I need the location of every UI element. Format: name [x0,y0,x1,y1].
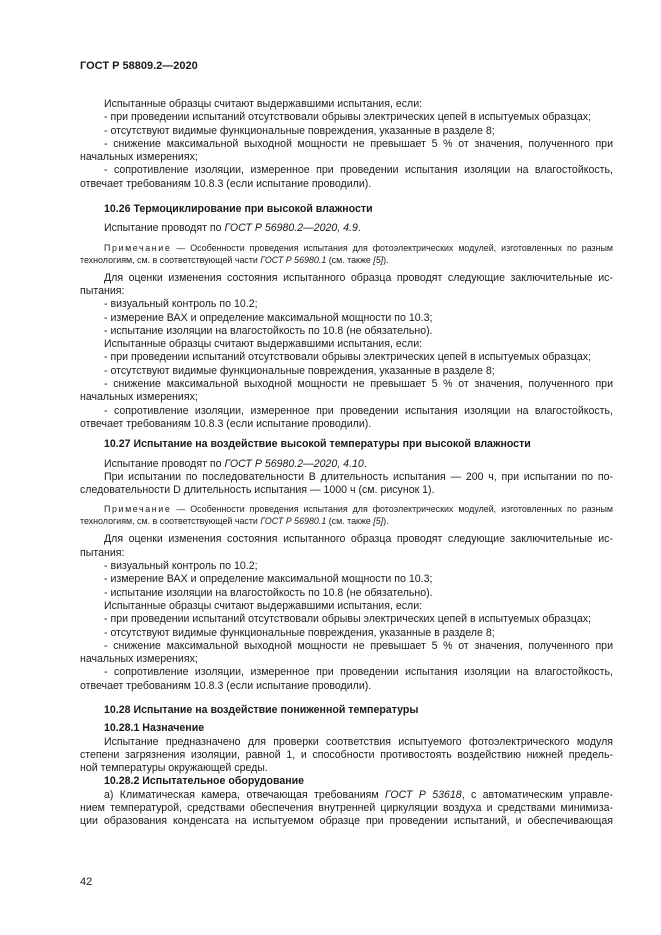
final-test-item: - испытание изоляции на влагостойкость по 10.8 (не обязательно). [104,586,433,599]
final-tests-intro-cont: пытания: [80,284,125,297]
purpose-text: Испытание предназначено для проверки соответствия испытуемого фотоэлектрического модуля [104,735,613,748]
note [80,242,613,266]
section-heading-10-26: 10.26 Термоциклирование при высокой влажности [104,203,373,216]
final-tests-intro-cont: пытания: [80,546,125,559]
final-test-item: - измерение ВАХ и определение максимальной мощности по 10.3; [104,573,433,586]
final-tests-intro: Для оценки изменения состояния испытанного образца проводят следующие заключительные ис- [104,533,613,546]
standard-reference: ГОСТ Р 56980.1 [260,254,327,265]
final-test-item: - измерение ВАХ и определение максимальной мощности по 10.3; [104,311,433,324]
note-label: Примечание [104,504,172,515]
standard-reference: ГОСТ Р 56980.2—2020, 4.9 [224,222,358,235]
equipment-item-a-cont: нием температурой, средствами обеспечения внутренней циркуляции воздуха и средствами минимиза- [80,802,613,815]
final-test-item: - визуальный контроль по 10.2; [104,298,258,311]
page-number: 42 [80,876,93,888]
criteria-intro: Испытанные образцы считают выдержавшими испытания, если: [104,599,423,612]
equipment-text: а) Климатическая камера, отвечающая требованиям [104,788,386,801]
standard-reference: ГОСТ Р 56980.1 [260,516,327,527]
equipment-item-a-cont: ции образования конденсата на испытуемом образце при проведении испытаний, и обеспечивающая [80,815,613,828]
criteria-intro: Испытанные образцы считают выдержавшими испытания, если: [104,338,423,351]
test-reference-text: Испытание проводят по [104,457,225,470]
note-text: ). [383,516,389,527]
note-label: Примечание [104,242,172,253]
equipment-item-a [80,789,613,802]
subsection-heading-10-28-1: 10.28.1 Назначение [104,722,205,735]
criteria-item: - при проведении испытаний отсутствовали обрывы электрических цепей в испытуемых образцах; [104,613,592,626]
criteria-item: - при проведении испытаний отсутствовали обрывы электрических цепей в испытуемых образцах; [104,351,592,364]
section-heading-10-27: 10.27 Испытание на воздействие высокой температуры при высокой влажности [104,438,531,451]
test-reference-end: . [363,457,367,470]
purpose-text-cont: ной температуры окружающей среды. [80,762,268,775]
note-text: — Особенности проведения испытания для фотоэлектрических модулей, изготовленных по разным технологиям, см. в соответствующей части [80,504,613,527]
note [80,503,613,527]
test-reference [80,458,613,471]
final-test-item: - испытание изоляции на влагостойкость по 10.8 (не обязательно). [104,324,433,337]
test-reference-end: . [357,222,361,235]
sequence-duration-cont: следовательности D длительность испытания — 1000 ч (см. рисунок 1). [80,484,435,497]
equipment-text: , с автоматическим управле- [461,788,613,801]
criteria-item-cont: отвечает требованиям 10.8.3 (если испытание проводили). [80,679,372,692]
criteria-item: - при проведении испытаний отсутствовали обрывы электрических цепей в испытуемых образцах; [104,111,592,124]
test-reference [80,222,613,235]
section-heading-10-28: 10.28 Испытание на воздействие пониженной температуры [104,703,419,716]
standard-reference: ГОСТ Р 53618 [385,788,462,801]
criteria-item: - сопротивление изоляции, измеренное при проведении испытания изоляции на влагостойкость, [104,164,613,177]
criteria-item: - отсутствуют видимые функциональные повреждения, указанные в разделе 8; [104,124,495,137]
criteria-item-cont: начальных измерениях; [80,391,198,404]
criteria-item: - сопротивление изоляции, измеренное при проведении испытания изоляции на влагостойкость, [104,666,613,679]
criteria-item: - отсутствуют видимые функциональные повреждения, указанные в разделе 8; [104,626,495,639]
criteria-item-cont: отвечает требованиям 10.8.3 (если испытание проводили). [80,417,372,430]
sequence-duration: При испытании по последовательности B длительность испытания — 200 ч, при испытании по по- [104,470,613,483]
subsection-heading-10-28-2: 10.28.2 Испытательное оборудование [104,775,305,788]
criteria-item-cont: начальных измерениях; [80,653,198,666]
criteria-item-cont: отвечает требованиям 10.8.3 (если испытание проводили). [80,177,372,190]
standard-header: ГОСТ Р 58809.2—2020 [80,60,198,72]
final-test-item: - визуальный контроль по 10.2; [104,560,258,573]
criteria-item: - снижение максимальной выходной мощности не превышает 5 % от значения, полученного при [104,378,613,391]
criteria-item: - снижение максимальной выходной мощности не превышает 5 % от значения, полученного при [104,137,613,150]
criteria-item: - снижение максимальной выходной мощности не превышает 5 % от значения, полученного при [104,639,613,652]
bibliography-reference: [5] [373,516,384,527]
note-text: (см. также [326,516,374,527]
final-tests-intro: Для оценки изменения состояния испытанного образца проводят следующие заключительные ис- [104,271,613,284]
criteria-item-cont: начальных измерениях; [80,151,198,164]
criteria-item: - отсутствуют видимые функциональные повреждения, указанные в разделе 8; [104,364,495,377]
note-text: — Особенности проведения испытания для фотоэлектрических модулей, изготовленных по разным технологиям, см. в соответствующей части [80,242,613,265]
bibliography-reference: [5] [373,254,384,265]
purpose-text-cont: степени загрязнения изоляции, равной 1, и способности противостоять воздействию нижней предель- [80,748,613,761]
criteria-intro: Испытанные образцы считают выдержавшими испытания, если: [104,98,423,110]
standard-reference: ГОСТ Р 56980.2—2020, 4.10 [224,457,364,470]
test-reference-text: Испытание проводят по [104,222,225,235]
note-text: ). [383,254,389,265]
criteria-item: - сопротивление изоляции, измеренное при проведении испытания изоляции на влагостойкость, [104,404,613,417]
note-text: (см. также [326,254,374,265]
page-body [80,98,613,829]
